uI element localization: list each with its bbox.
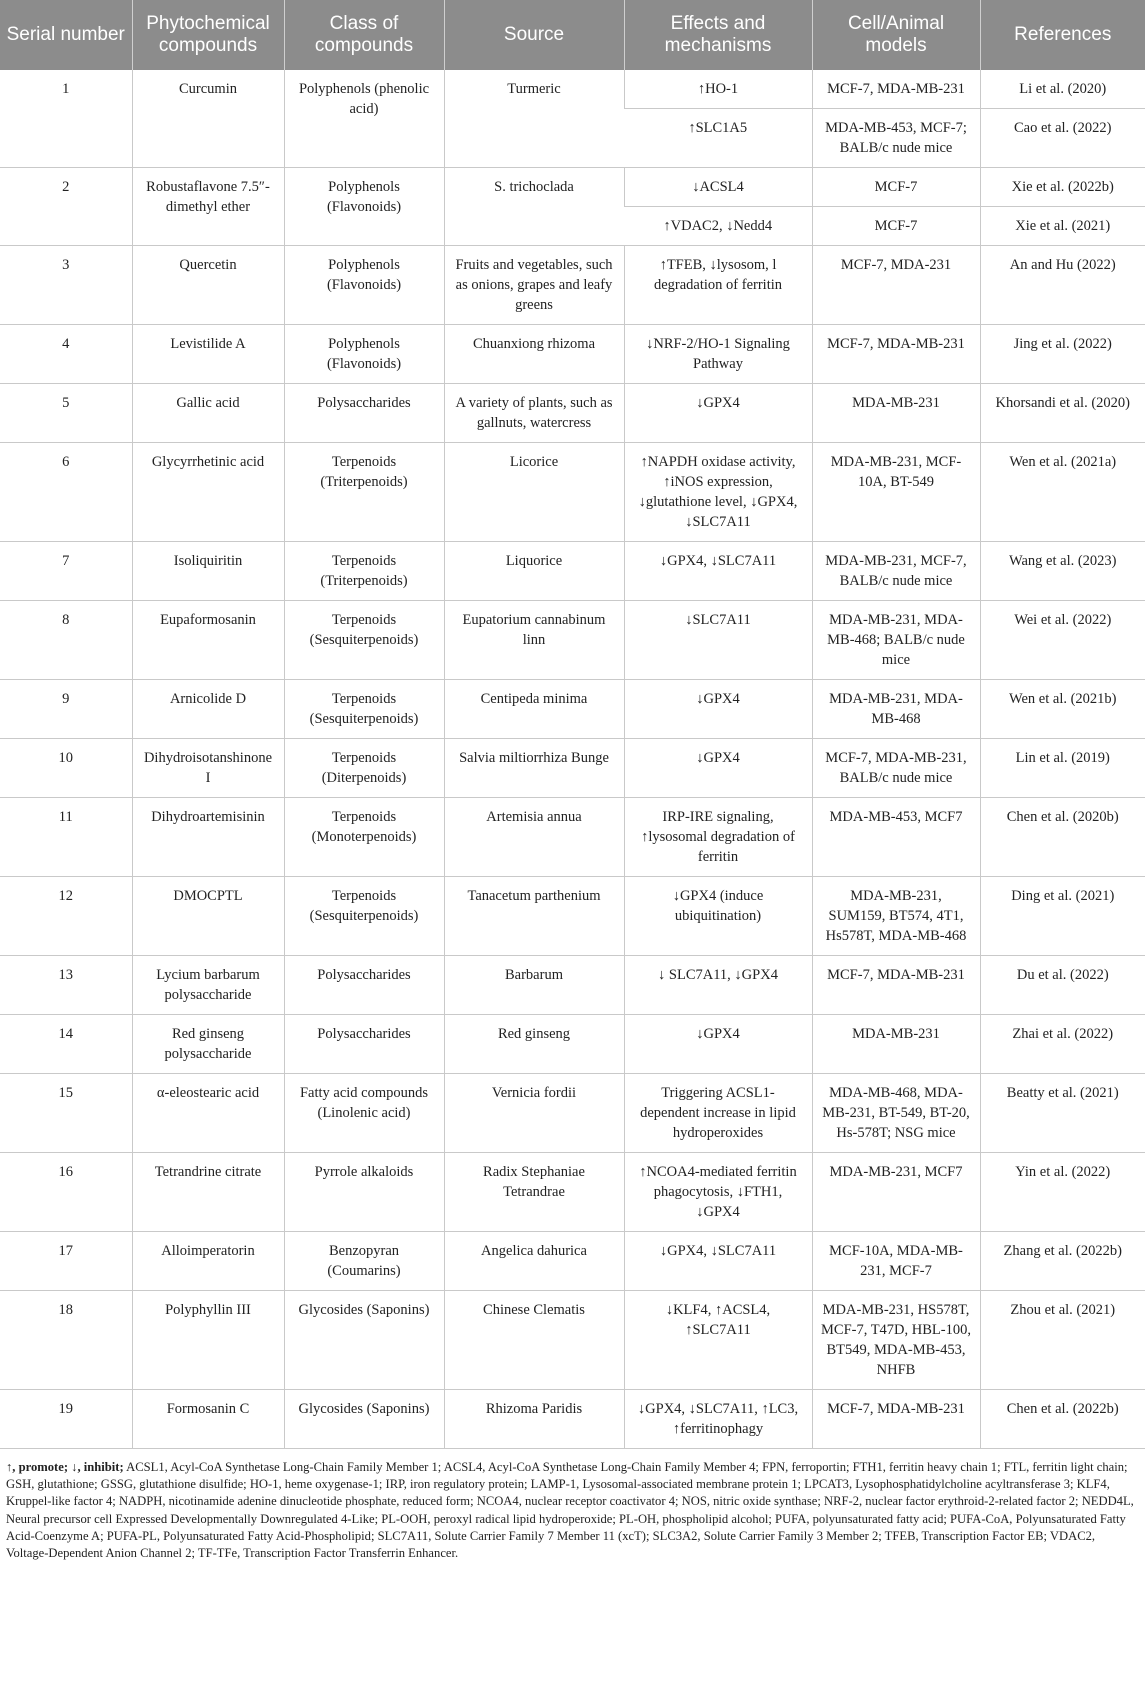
cell-model: MDA-MB-231, MCF7 <box>812 1153 980 1232</box>
cell-effect: ↓GPX4 <box>624 680 812 739</box>
cell-serial-number: 3 <box>0 246 132 325</box>
cell-serial-number: 8 <box>0 601 132 680</box>
cell-class: Terpenoids (Sesquiterpenoids) <box>284 877 444 956</box>
cell-class: Glycosides (Saponins) <box>284 1390 444 1449</box>
cell-source: Turmeric <box>444 70 624 168</box>
cell-compound: Isoliquiritin <box>132 542 284 601</box>
cell-compound: Curcumin <box>132 70 284 168</box>
table-row <box>0 246 1145 325</box>
table-row <box>0 1015 1145 1074</box>
cell-effect: ↓GPX4 <box>624 384 812 443</box>
table-row <box>0 739 1145 798</box>
cell-reference: Zhang et al. (2022b) <box>980 1232 1145 1291</box>
cell-model: MDA-MB-453, MCF7 <box>812 798 980 877</box>
cell-source: Barbarum <box>444 956 624 1015</box>
table-row <box>0 956 1145 1015</box>
cell-class: Polysaccharides <box>284 1015 444 1074</box>
cell-compound: DMOCPTL <box>132 877 284 956</box>
cell-model: MDA-MB-231, SUM159, BT574, 4T1, Hs578T, MDA-MB-468 <box>812 877 980 956</box>
cell-compound: Polyphyllin III <box>132 1291 284 1390</box>
cell-serial-number: 16 <box>0 1153 132 1232</box>
cell-effect: ↑HO-1 <box>624 70 812 109</box>
cell-compound: Eupaformosanin <box>132 601 284 680</box>
cell-model: MDA-MB-231, HS578T, MCF-7, T47D, HBL-100, BT549, MDA-MB-453, NHFB <box>812 1291 980 1390</box>
cell-effect: ↓GPX4 (induce ubiquitination) <box>624 877 812 956</box>
table-row <box>0 1153 1145 1232</box>
cell-serial-number: 19 <box>0 1390 132 1449</box>
cell-effect: ↓SLC7A11 <box>624 601 812 680</box>
cell-serial-number: 13 <box>0 956 132 1015</box>
table-row <box>0 798 1145 877</box>
table-row <box>0 1232 1145 1291</box>
cell-source: Fruits and vegetables, such as onions, grapes and leafy greens <box>444 246 624 325</box>
cell-reference: Yin et al. (2022) <box>980 1153 1145 1232</box>
cell-reference: Zhou et al. (2021) <box>980 1291 1145 1390</box>
cell-effect: ↓GPX4, ↓SLC7A11, ↑LC3, ↑ferritinophagy <box>624 1390 812 1449</box>
cell-source: Tanacetum parthenium <box>444 877 624 956</box>
cell-serial-number: 10 <box>0 739 132 798</box>
cell-class: Polysaccharides <box>284 956 444 1015</box>
cell-class: Terpenoids (Triterpenoids) <box>284 542 444 601</box>
cell-effect: ↓ACSL4 <box>624 168 812 207</box>
cell-source: Eupatorium cannabinum linn <box>444 601 624 680</box>
cell-class: Terpenoids (Sesquiterpenoids) <box>284 601 444 680</box>
cell-reference: Wei et al. (2022) <box>980 601 1145 680</box>
header-phytochemical-compounds: Phytochemical compounds <box>132 0 284 70</box>
table-row <box>0 1390 1145 1449</box>
cell-class: Polysaccharides <box>284 384 444 443</box>
cell-serial-number: 15 <box>0 1074 132 1153</box>
table-row <box>0 680 1145 739</box>
header-references: References <box>980 0 1145 70</box>
table-footnote <box>0 1449 1145 1562</box>
cell-model: MDA-MB-468, MDA-MB-231, BT-549, BT-20, Hs-578T; NSG mice <box>812 1074 980 1153</box>
cell-effect: ↑NAPDH oxidase activity, ↑iNOS expression, ↓glutathione level, ↓GPX4, ↓SLC7A11 <box>624 443 812 542</box>
cell-serial-number: 4 <box>0 325 132 384</box>
cell-effect: Triggering ACSL1-dependent increase in lipid hydroperoxides <box>624 1074 812 1153</box>
cell-compound: Glycyrrhetinic acid <box>132 443 284 542</box>
cell-source: Liquorice <box>444 542 624 601</box>
cell-effect: ↑TFEB, ↓lysosom, l degradation of ferritin <box>624 246 812 325</box>
cell-reference: Wen et al. (2021b) <box>980 680 1145 739</box>
cell-compound: Formosanin C <box>132 1390 284 1449</box>
cell-effect: IRP-IRE signaling, ↑lysosomal degradation of ferritin <box>624 798 812 877</box>
cell-compound: Alloimperatorin <box>132 1232 284 1291</box>
footnote-abbreviations: ACSL1, Acyl-CoA Synthetase Long-Chain Family Member 1; ACSL4, Acyl-CoA Synthetase Long-Chain Family Member 4; FPN, ferroportin; FTH1, ferritin heavy chain 1; FTL, ferritin light chain; GSH, glutathione; GSSG, glutathione disulfide; HO-1, heme oxygenase-1; IRP, iron regulatory protein; LAMP-1, Lysosomal-associated membrane protein 1; LPCAT3, Lysophosphatidylcholine acyltransferase 3; KLF4, Kruppel-like factor 4; NADPH, nicotinamide adenine dinucleotide phosphate, reduced form; NCOA4, nuclear receptor coactivator 4; NOS, nitric oxide synthase; NRF-2, nuclear factor erythroid-2-related factor 2; NEDD4L, Neural precursor cell Expressed Developmentally Downregulated 4-Like; PL-OOH, peroxyl radical lipid hydroperoxide; PL-OH, phospholipid alcohol; PUFA, polyunsaturated fatty acid; PUFA-CoA, Polyunsaturated Fatty Acid-Coenzyme A; PUFA-PL, Polyunsaturated Fatty Acid-Phospholipid; SLC7A11, Solute Carrier Family 7 Member 11 (xcT); SLC3A2, Solute Carrier Family 3 Member 2; TFEB, Transcription Factor EB; VDAC2, Voltage-Dependent Anion Channel 2; TF-TFe, Transcription Factor Transferrin Enhancer. <box>6 1460 1134 1561</box>
cell-serial-number: 18 <box>0 1291 132 1390</box>
cell-class: Polyphenols (Flavonoids) <box>284 325 444 384</box>
table-row <box>0 601 1145 680</box>
cell-model: MDA-MB-453, MCF-7; BALB/c nude mice <box>812 109 980 168</box>
cell-source: Centipeda minima <box>444 680 624 739</box>
cell-class: Benzopyran (Coumarins) <box>284 1232 444 1291</box>
cell-effect: ↓GPX4, ↓SLC7A11 <box>624 542 812 601</box>
cell-reference: Jing et al. (2022) <box>980 325 1145 384</box>
cell-reference: Khorsandi et al. (2020) <box>980 384 1145 443</box>
cell-source: Chinese Clematis <box>444 1291 624 1390</box>
cell-compound: Lycium barbarum polysaccharide <box>132 956 284 1015</box>
cell-reference: Chen et al. (2022b) <box>980 1390 1145 1449</box>
cell-effect: ↓KLF4, ↑ACSL4, ↑SLC7A11 <box>624 1291 812 1390</box>
cell-effect: ↓GPX4 <box>624 1015 812 1074</box>
header-source: Source <box>444 0 624 70</box>
cell-serial-number: 1 <box>0 70 132 168</box>
cell-source: Radix Stephaniae Tetrandrae <box>444 1153 624 1232</box>
cell-reference: Chen et al. (2020b) <box>980 798 1145 877</box>
table-row <box>0 168 1145 207</box>
cell-model: MDA-MB-231 <box>812 1015 980 1074</box>
cell-class: Polyphenols (Flavonoids) <box>284 246 444 325</box>
cell-source: Chuanxiong rhizoma <box>444 325 624 384</box>
cell-compound: Arnicolide D <box>132 680 284 739</box>
cell-reference: Wang et al. (2023) <box>980 542 1145 601</box>
cell-reference: Ding et al. (2021) <box>980 877 1145 956</box>
cell-serial-number: 2 <box>0 168 132 246</box>
header-serial-number: Serial number <box>0 0 132 70</box>
cell-compound: Levistilide A <box>132 325 284 384</box>
cell-serial-number: 7 <box>0 542 132 601</box>
cell-class: Polyphenols (Flavonoids) <box>284 168 444 246</box>
cell-source: A variety of plants, such as gallnuts, watercress <box>444 384 624 443</box>
cell-model: MDA-MB-231, MCF-7, BALB/c nude mice <box>812 542 980 601</box>
cell-model: MCF-7, MDA-231 <box>812 246 980 325</box>
cell-source: Angelica dahurica <box>444 1232 624 1291</box>
cell-source: Salvia miltiorrhiza Bunge <box>444 739 624 798</box>
cell-model: MDA-MB-231, MCF-10A, BT-549 <box>812 443 980 542</box>
cell-class: Glycosides (Saponins) <box>284 1291 444 1390</box>
cell-reference: Wen et al. (2021a) <box>980 443 1145 542</box>
cell-class: Polyphenols (phenolic acid) <box>284 70 444 168</box>
cell-compound: Robustaflavone 7.5″-dimethyl ether <box>132 168 284 246</box>
table-body <box>0 70 1145 1449</box>
cell-compound: α-eleostearic acid <box>132 1074 284 1153</box>
cell-model: MDA-MB-231, MDA-MB-468; BALB/c nude mice <box>812 601 980 680</box>
cell-model: MCF-7, MDA-MB-231 <box>812 1390 980 1449</box>
cell-serial-number: 11 <box>0 798 132 877</box>
table-row <box>0 70 1145 109</box>
cell-effect: ↓ SLC7A11, ↓GPX4 <box>624 956 812 1015</box>
cell-serial-number: 5 <box>0 384 132 443</box>
cell-effect: ↑NCOA4-mediated ferritin phagocytosis, ↓FTH1, ↓GPX4 <box>624 1153 812 1232</box>
cell-serial-number: 14 <box>0 1015 132 1074</box>
cell-model: MCF-7, MDA-MB-231, BALB/c nude mice <box>812 739 980 798</box>
cell-model: MDA-MB-231 <box>812 384 980 443</box>
cell-source: Artemisia annua <box>444 798 624 877</box>
cell-compound: Gallic acid <box>132 384 284 443</box>
table-row <box>0 325 1145 384</box>
cell-reference: Cao et al. (2022) <box>980 109 1145 168</box>
cell-reference: Xie et al. (2021) <box>980 207 1145 246</box>
cell-reference: An and Hu (2022) <box>980 246 1145 325</box>
cell-reference: Beatty et al. (2021) <box>980 1074 1145 1153</box>
cell-class: Terpenoids (Sesquiterpenoids) <box>284 680 444 739</box>
footnote-legend: ↑, promote; ↓, inhibit; <box>6 1460 124 1474</box>
cell-reference: Xie et al. (2022b) <box>980 168 1145 207</box>
cell-effect: ↑SLC1A5 <box>624 109 812 168</box>
cell-source: Rhizoma Paridis <box>444 1390 624 1449</box>
cell-model: MCF-7, MDA-MB-231 <box>812 325 980 384</box>
cell-source: Licorice <box>444 443 624 542</box>
cell-source: Red ginseng <box>444 1015 624 1074</box>
header-effects-and-mechanisms: Effects and mechanisms <box>624 0 812 70</box>
table-row <box>0 877 1145 956</box>
table-row <box>0 1074 1145 1153</box>
cell-model: MCF-7 <box>812 168 980 207</box>
cell-class: Pyrrole alkaloids <box>284 1153 444 1232</box>
cell-serial-number: 6 <box>0 443 132 542</box>
table-row <box>0 443 1145 542</box>
cell-compound: Tetrandrine citrate <box>132 1153 284 1232</box>
cell-model: MCF-7, MDA-MB-231 <box>812 70 980 109</box>
cell-reference: Lin et al. (2019) <box>980 739 1145 798</box>
cell-effect: ↓NRF-2/HO-1 Signaling Pathway <box>624 325 812 384</box>
cell-source: S. trichoclada <box>444 168 624 246</box>
cell-effect: ↑VDAC2, ↓Nedd4 <box>624 207 812 246</box>
table-row <box>0 1291 1145 1390</box>
cell-class: Terpenoids (Triterpenoids) <box>284 443 444 542</box>
cell-model: MDA-MB-231, MDA-MB-468 <box>812 680 980 739</box>
cell-compound: Red ginseng polysaccharide <box>132 1015 284 1074</box>
cell-serial-number: 12 <box>0 877 132 956</box>
cell-reference: Du et al. (2022) <box>980 956 1145 1015</box>
cell-class: Fatty acid compounds (Linolenic acid) <box>284 1074 444 1153</box>
cell-compound: Quercetin <box>132 246 284 325</box>
cell-compound: Dihydroartemisinin <box>132 798 284 877</box>
cell-serial-number: 17 <box>0 1232 132 1291</box>
cell-reference: Li et al. (2020) <box>980 70 1145 109</box>
cell-reference: Zhai et al. (2022) <box>980 1015 1145 1074</box>
header-class-of-compounds: Class of compounds <box>284 0 444 70</box>
header-cell-animal-models: Cell/Animal models <box>812 0 980 70</box>
cell-effect: ↓GPX4, ↓SLC7A11 <box>624 1232 812 1291</box>
cell-serial-number: 9 <box>0 680 132 739</box>
table-row <box>0 542 1145 601</box>
cell-model: MCF-10A, MDA-MB-231, MCF-7 <box>812 1232 980 1291</box>
cell-model: MCF-7 <box>812 207 980 246</box>
cell-effect: ↓GPX4 <box>624 739 812 798</box>
table-header-row <box>0 0 1145 70</box>
table-row <box>0 384 1145 443</box>
cell-model: MCF-7, MDA-MB-231 <box>812 956 980 1015</box>
cell-compound: Dihydroisotanshinone I <box>132 739 284 798</box>
cell-class: Terpenoids (Diterpenoids) <box>284 739 444 798</box>
cell-source: Vernicia fordii <box>444 1074 624 1153</box>
cell-class: Terpenoids (Monoterpenoids) <box>284 798 444 877</box>
